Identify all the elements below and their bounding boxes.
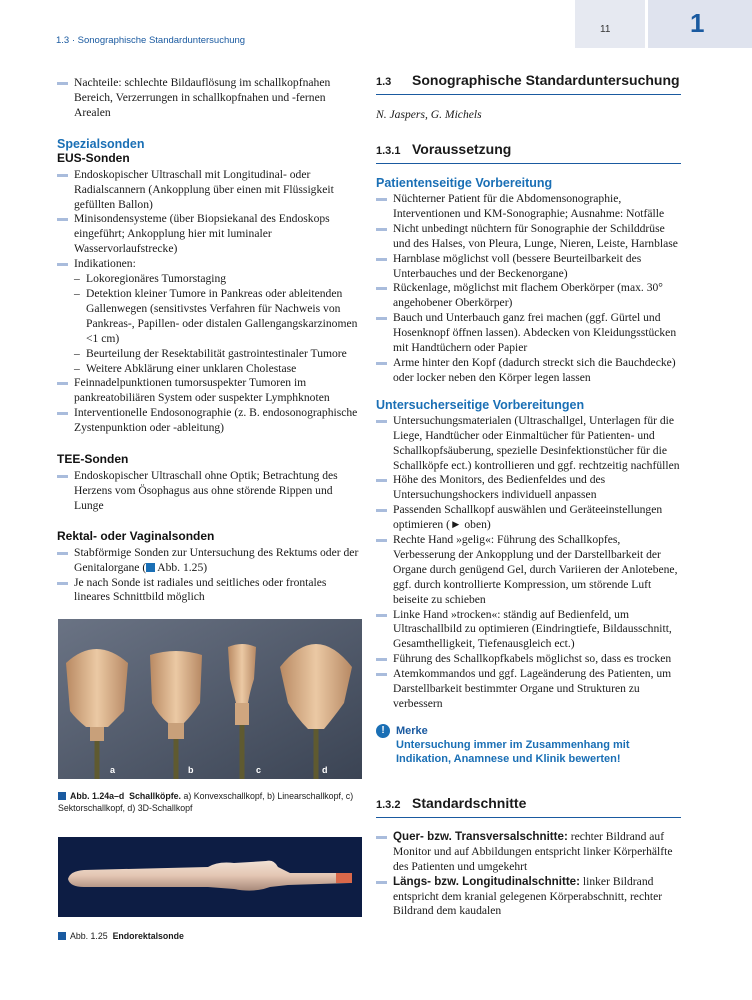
figure-caption-1-24 (58, 790, 362, 814)
exclamation-icon: ! (376, 724, 390, 738)
nachteile-item: Nachteile: schlechte Bildauflösung im schallkopfnahen Bereich, Verzerrungen in schallkopfnahen und -fernen Arealen (57, 76, 363, 121)
list-item (376, 875, 681, 920)
list-item: Linke Hand »trocken«: ständig auf Bedienfeld, um Ultraschallbild zu optimieren (Eindringtiefe, Bildausschnitt, Gesamthelligkeit, Tiefenausgleich ect.) (376, 608, 681, 653)
list-item: Rechte Hand »gelig«: Führung des Schallkopfes, Verbesserung der Ankopplung und der Darstellbarkeit der Organe durch genügend Gel, durch Variieren der Anlotebene, ggf. durch kontrollierte Kompression, um störende Luft beiseite zu schieben (376, 533, 681, 608)
rektal-list (57, 546, 363, 606)
caption-marker-icon (58, 932, 66, 940)
figure-endorektalsonde (58, 837, 362, 917)
nachteile-list (57, 76, 363, 121)
figure-label-a: a (110, 765, 116, 775)
probes-illustration (58, 619, 362, 779)
list-item: Endoskopischer Ultraschall ohne Optik; Betrachtung des Herzens vom Ösophagus aus ohne störende Rippen und Lunge (57, 469, 363, 514)
tee-heading: TEE-Sonden (57, 452, 129, 467)
caption-ref: Abb. 1.25 (70, 931, 108, 941)
authors: N. Jaspers, G. Michels (376, 108, 482, 121)
figure-label-d: d (322, 765, 328, 775)
section-heading-1-3-2 (376, 795, 681, 818)
eus-list (57, 168, 363, 436)
untersucher-heading: Untersucherseitige Vorbereitungen (376, 397, 585, 412)
section-heading-1-3 (376, 72, 681, 95)
tee-list (57, 469, 363, 514)
figure-caption-1-25 (58, 930, 362, 942)
term: Quer- bzw. Transversalschnitte: (393, 829, 568, 843)
spezialsonden-heading: Spezialsonden (57, 136, 145, 151)
list-item: Rückenlage, möglichst mit flachem Oberkörper (max. 30° angehobener Oberkörper) (376, 281, 681, 311)
term: Längs- bzw. Longitudinalschnitte: (393, 874, 580, 888)
list-item: Endoskopischer Ultraschall mit Longitudinal- oder Radialscannern (Ankopplung über einen mit Flüssigkeit gefüllten Ballon) (57, 168, 363, 213)
running-head: 1.3 · Sonographische Standarduntersuchung (56, 35, 246, 46)
subsection-title: Standardschnitte (412, 794, 527, 811)
merke-text: Untersuchung immer im Zusammenhang mit Indikation, Anamnese und Klinik bewerten! (396, 738, 630, 766)
caption-title: Schallköpfe. (129, 791, 181, 801)
list-item: – Detektion kleiner Tumore in Pankreas oder ableitenden Gallenwegen (sensitivstes Verfahren für Nachweis von Pankreas-, Papillen- oder distalen Gallengangskarzinomen <1 cm) (74, 287, 363, 347)
section-title: Sonographische Standarduntersuchung (412, 72, 680, 88)
rektal-heading: Rektal- oder Vaginalsonden (57, 528, 215, 543)
figure-ref-icon (146, 563, 155, 572)
figure-schallkoepfe (58, 619, 362, 779)
list-item: Nüchterner Patient für die Abdomensonographie, Interventionen und KM-Sonographie; Ausnahme: Notfälle (376, 192, 681, 222)
list-item: Harnblase möglichst voll (bessere Beurteilbarkeit des Unterbauches und der Beckenorgane) (376, 252, 681, 282)
list-item (57, 257, 363, 376)
list-item: Arme hinter den Kopf (dadurch streckt sich die Bauchdecke) oder locker neben den Körper legen lassen (376, 356, 681, 386)
definition: linker Bildrand entspricht dem kranial gelegenen Körperabschnitt, rechter Bildrand dem kaudalen (393, 874, 663, 918)
right-column (376, 72, 681, 919)
untersucher-list (376, 414, 681, 712)
left-column (57, 76, 363, 605)
list-item: Bauch und Unterbauch ganz frei machen (ggf. Gürtel und Hosenknopf öffnen lassen). Abdecken von Kleidungsstücken mit Handtüchern oder Papier (376, 311, 681, 356)
figure-label-c: c (256, 765, 262, 775)
patient-list (376, 192, 681, 386)
list-item (57, 546, 363, 576)
eus-heading: EUS-Sonden (57, 150, 130, 165)
patient-heading: Patientenseitige Vorbereitung (376, 176, 553, 190)
standardschnitte-list (376, 830, 681, 919)
list-item: Feinnadelpunktionen tumorsuspekter Tumoren im pankreatobiliären System oder suspekter Lymphknoten (57, 376, 363, 406)
rektal-text-end: ) (203, 560, 208, 574)
list-item: Führung des Schallkopfkabels möglichst so, dass es trocken (376, 652, 681, 667)
list-item: – Weitere Abklärung einer unklaren Cholestase (74, 362, 363, 377)
list-item: – Lokoregionäres Tumorstaging (74, 272, 363, 287)
caption-text: a) Konvexschallkopf, b) Linearschallkopf, c) Sektorschallkopf, d) 3D-Schallkopf (58, 791, 354, 813)
list-item: Höhe des Monitors, des Bedienfeldes und des Untersuchungshockers individuell anpassen (376, 473, 681, 503)
page-header (0, 0, 752, 48)
page-number: 11 (600, 24, 611, 35)
list-item: Minisondensysteme (über Biopsiekanal des Endoskops eingeführt; Ankopplung hier mit luminaler Wasservorlaufstrecke) (57, 212, 363, 257)
endorectal-probe-illustration (58, 837, 362, 917)
list-item: Untersuchungsmaterialen (Ultraschallgel, Unterlagen für die Liege, Handtücher oder Einmaltücher für Patienten- und Schallkopfsäuberung, spezielle Desinfektionstücher für die Schallköpfe ect.) kontrollieren und ggf. rechtzeitig nachfüllen (376, 414, 681, 474)
caption-ref: Abb. 1.24a–d (70, 791, 125, 801)
rektal-text: Stabförmige Sonden zur Untersuchung des Rektums oder der Genitalorgane ( (74, 545, 359, 574)
chapter-number: 1 (690, 8, 705, 38)
subsection-number: 1.3.1 (376, 145, 401, 157)
subsection-number: 1.3.2 (376, 798, 401, 811)
indikationen-list (74, 272, 363, 376)
subsection-title: Voraussetzung (412, 141, 512, 157)
figure-ref-link[interactable]: Abb. 1.25 (157, 560, 204, 574)
merke-box (376, 724, 681, 767)
list-item: Interventionelle Endosonographie (z. B. endosonographische Zystenpunktion oder -ableitung) (57, 406, 363, 436)
caption-title: Endorektalsonde (112, 931, 184, 941)
list-item: Nicht unbedingt nüchtern für Sonographie der Schilddrüse und des Halses, von Pleura, Lunge, Nieren, Leiste, Harnblase (376, 222, 681, 252)
list-item: Je nach Sonde ist radiales und seitliches oder frontales lineares Schnittbild möglich (57, 576, 363, 606)
section-number: 1.3 (376, 76, 392, 88)
list-item: Atemkommandos und ggf. Lageänderung des Patienten, um Darstellbarkeit bestimmter Organe und Strukturen zu verbessern (376, 667, 681, 712)
section-heading-1-3-1 (376, 141, 681, 164)
list-item (376, 830, 681, 875)
definition: rechter Bildrand auf Monitor und auf Abbildungen entspricht linker Körperhälfte des Patienten und umgekehrt (393, 829, 673, 873)
list-item: Passenden Schallkopf auswählen und Geräteeinstellungen optimieren (► oben) (376, 503, 681, 533)
list-item: – Beurteilung der Resektabilität gastrointestinaler Tumore (74, 347, 363, 362)
indikationen-label: Indikationen: (74, 257, 136, 271)
merke-label: Merke (396, 724, 428, 737)
caption-marker-icon (58, 792, 66, 800)
figure-label-b: b (188, 765, 194, 775)
